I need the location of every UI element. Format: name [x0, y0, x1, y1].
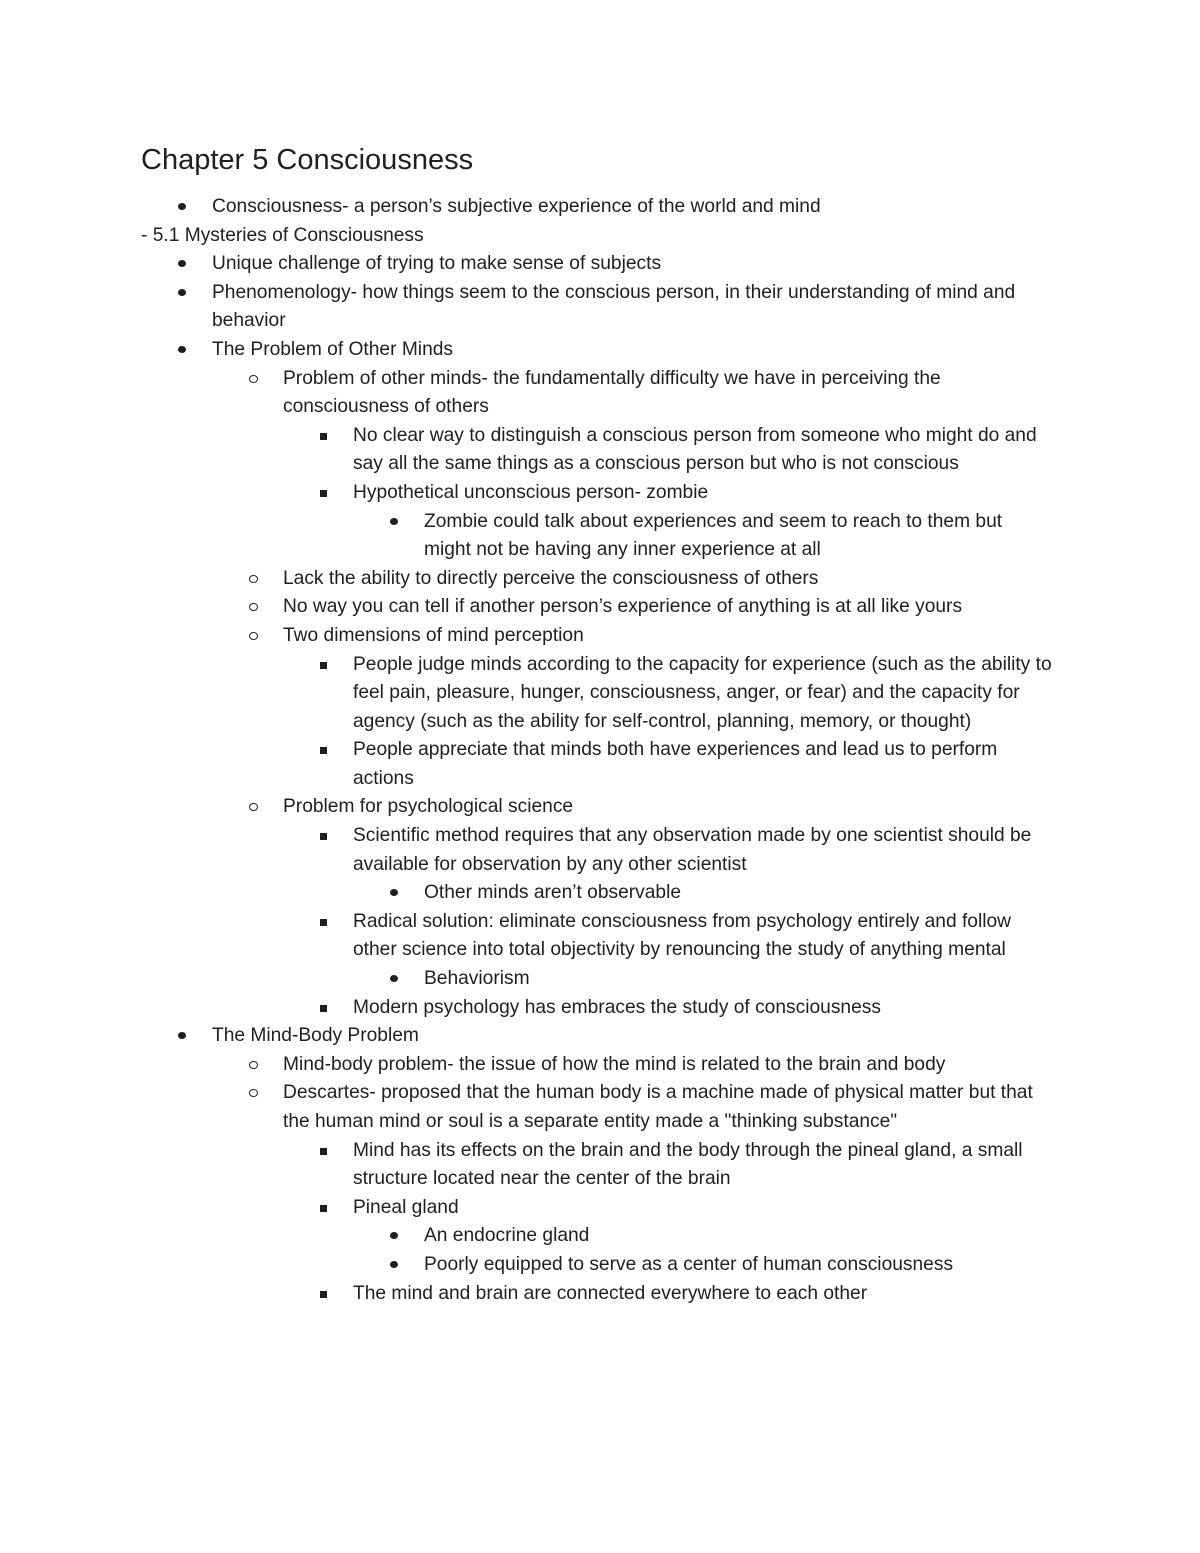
list-item-text: Modern psychology has embraces the study of consciousness [353, 996, 881, 1018]
list-item-text: Poorly equipped to serve as a center of human consciousness [424, 1253, 954, 1275]
list-item-text: No way you can tell if another person’s experience of anything is at all like yours [283, 596, 963, 618]
list-item [0, 250, 1200, 279]
list-item [0, 879, 1200, 908]
list-item [0, 1251, 1200, 1280]
list-item-text: Behaviorism [424, 968, 530, 990]
list-item [0, 736, 1200, 793]
list-item [0, 565, 1200, 594]
disc-bullet-icon [388, 965, 402, 994]
square-bullet-icon [317, 736, 331, 765]
list-item-text: Consciousness- a person’s subjective experience of the world and mind [212, 196, 821, 217]
list-item [0, 479, 1200, 508]
page-title: Chapter 5 Consciousness [141, 144, 474, 176]
list-item-text: The Mind-Body Problem [212, 1025, 419, 1047]
disc-bullet-icon [176, 193, 190, 222]
square-bullet-icon [317, 422, 331, 451]
list-item [0, 1280, 1200, 1309]
square-bullet-icon [317, 479, 331, 508]
disc-bullet-icon [176, 1022, 190, 1051]
disc-bullet-icon [176, 250, 190, 279]
list-item [0, 822, 1200, 879]
list-item-text: Two dimensions of mind perception [283, 624, 584, 646]
list-item [0, 651, 1200, 737]
list-item [0, 1051, 1200, 1080]
list-item-text: Unique challenge of trying to make sense of subjects [212, 253, 662, 275]
square-bullet-icon [317, 994, 331, 1023]
list-item [0, 593, 1200, 622]
list-item-text: Descartes- proposed that the human body is a machine made of physical matter but that the human mind or soul is a separate entity made a "thinking substance" [283, 1082, 1033, 1132]
list-item-text: People appreciate that minds both have experiences and lead us to perform actions [353, 739, 998, 789]
list-item [0, 994, 1200, 1023]
outline-list [0, 193, 1200, 1308]
list-item [0, 1022, 1200, 1051]
list-item-text: Mind has its effects on the brain and the body through the pineal gland, a small structure located near the center of the brain [353, 1139, 1023, 1190]
list-item-text: Zombie could talk about experiences and seem to reach to them but might not be having any inner experience at all [424, 510, 1003, 561]
list-item [0, 279, 1200, 336]
circle-bullet-icon [247, 365, 261, 394]
list-item [0, 793, 1200, 822]
disc-bullet-icon [176, 279, 190, 308]
list-item [0, 193, 1200, 222]
section-heading [0, 222, 1200, 251]
list-item-text: Phenomenology- how things seem to the conscious person, in their understanding of mind and behavior [212, 281, 1016, 332]
list-item-text: Pineal gland [353, 1196, 459, 1218]
disc-bullet-icon [388, 1251, 402, 1280]
square-bullet-icon [317, 1137, 331, 1166]
list-item [0, 1222, 1200, 1251]
list-item-text: Other minds aren’t observable [424, 882, 682, 904]
circle-bullet-icon [247, 622, 261, 651]
list-item-text: Lack the ability to directly perceive the consciousness of others [283, 567, 819, 589]
list-item-text: An endocrine gland [424, 1225, 590, 1247]
list-item [0, 336, 1200, 365]
list-item-text: Problem for psychological science [283, 796, 574, 818]
square-bullet-icon [317, 908, 331, 937]
list-item [0, 508, 1200, 565]
disc-bullet-icon [176, 336, 190, 365]
list-item-text: - 5.1 Mysteries of Consciousness [141, 224, 424, 246]
circle-bullet-icon [247, 1051, 261, 1080]
disc-bullet-icon [388, 879, 402, 908]
circle-bullet-icon [247, 1079, 261, 1108]
circle-bullet-icon [247, 565, 261, 594]
list-item [0, 1079, 1200, 1136]
list-item [0, 965, 1200, 994]
list-item-text: People judge minds according to the capacity for experience (such as the ability to feel pain, pleasure, hunger, consciousness, anger, or fear) and the capacity for agency (such as the ability for self-control, planning, memory, or thought) [353, 653, 1052, 732]
list-item-text: Mind-body problem- the issue of how the mind is related to the brain and body [283, 1053, 946, 1075]
square-bullet-icon [317, 1194, 331, 1223]
list-item [0, 365, 1200, 422]
list-item [0, 422, 1200, 479]
list-item [0, 908, 1200, 965]
list-item [0, 1194, 1200, 1223]
list-item [0, 1137, 1200, 1194]
circle-bullet-icon [247, 593, 261, 622]
list-item-text: No clear way to distinguish a conscious person from someone who might do and say all the same things as a conscious person but who is not conscious [353, 424, 1037, 475]
square-bullet-icon [317, 651, 331, 680]
list-item [0, 622, 1200, 651]
list-item-text: Scientific method requires that any observation made by one scientist should be available for observation by any other scientist [353, 825, 1032, 875]
disc-bullet-icon [388, 508, 402, 537]
list-item-text: The mind and brain are connected everywhere to each other [353, 1282, 868, 1304]
list-item-text: Radical solution: eliminate consciousness from psychology entirely and follow other science into total objectivity by renouncing the study of anything mental [353, 910, 1012, 961]
disc-bullet-icon [388, 1222, 402, 1251]
square-bullet-icon [317, 822, 331, 851]
circle-bullet-icon [247, 793, 261, 822]
list-item-text: The Problem of Other Minds [212, 338, 454, 360]
square-bullet-icon [317, 1280, 331, 1309]
list-item-text: Problem of other minds- the fundamentally difficulty we have in perceiving the consciousness of others [283, 367, 941, 418]
list-item-text: Hypothetical unconscious person- zombie [353, 481, 709, 503]
